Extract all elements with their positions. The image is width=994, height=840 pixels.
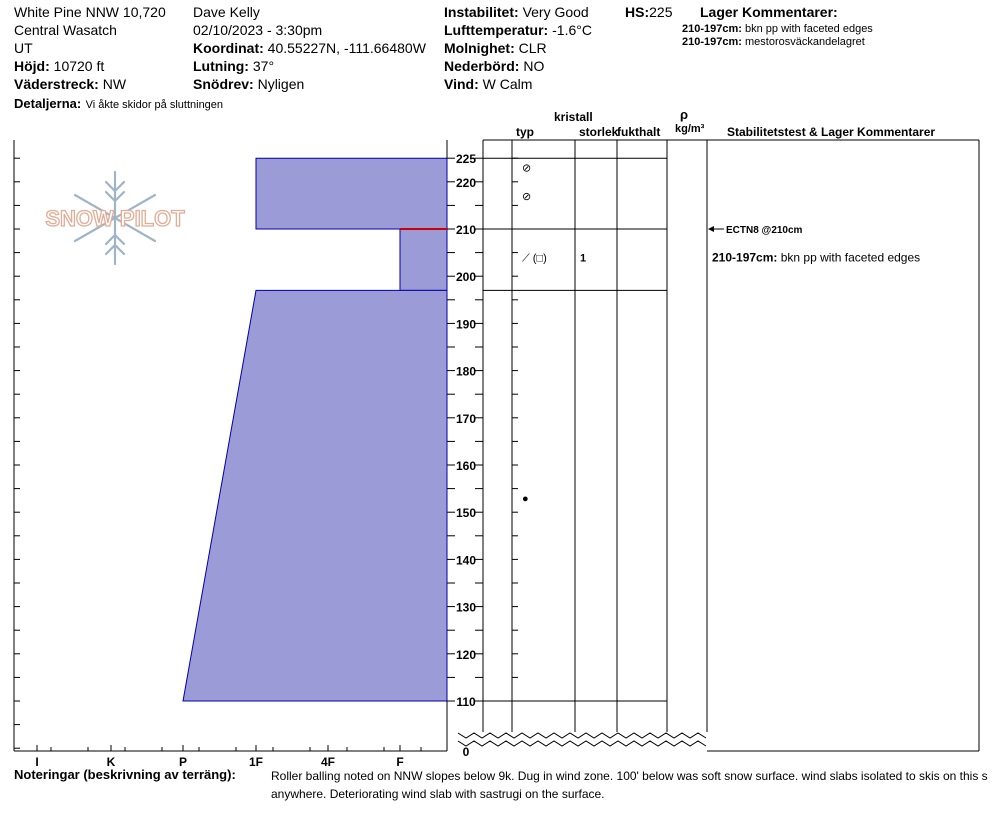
col-type: typ: [516, 125, 534, 139]
location: White Pine NNW 10,720: [14, 4, 166, 20]
slope-label: Lutning:: [193, 58, 249, 74]
datetime: 02/10/2023 - 3:30pm: [193, 22, 323, 38]
height-tick-label: 200: [455, 270, 477, 285]
layer-comment-text: bkn pp with faceted edges: [780, 250, 921, 265]
chart-frame: [14, 140, 979, 751]
col-density-unit: kg/m³: [675, 123, 705, 135]
notes-label: Noteringar (beskrivning av terräng):: [14, 767, 236, 782]
grain-symbols: [522, 163, 586, 505]
hardness-tick-label: 4F: [320, 755, 336, 769]
layer-comment-range: 210-197cm:: [712, 250, 781, 265]
hs-value: 225: [649, 4, 673, 20]
grain-symbol: ⟋ (□): [522, 252, 547, 265]
height-tick-label: 160: [455, 459, 477, 473]
col-crystal: kristall: [554, 110, 593, 124]
details-label: Detaljerna:: [14, 96, 82, 111]
observer: Dave Kelly: [193, 4, 260, 20]
coord-value: 40.55227N, -111.66480W: [267, 40, 426, 56]
hs-label: HS:: [625, 4, 650, 20]
stability-test-label: ECTN8 @210cm: [726, 225, 803, 236]
aspect-label: Väderstreck:: [14, 76, 99, 92]
height-tick-label: 220: [455, 175, 477, 190]
height-tick-label: 170: [455, 411, 477, 426]
airtemp-label: Lufttemperatur:: [444, 22, 549, 38]
height-tick-label: 150: [455, 506, 477, 521]
layer-comment-2-range: 210-197cm:: [682, 36, 742, 48]
wind-label: Vind:: [444, 76, 479, 92]
grain-symbol: ●: [522, 493, 529, 506]
drift-label: Snödrev:: [193, 76, 254, 92]
hardness-tick-label: P: [178, 755, 188, 769]
grain-symbol: ⊘: [522, 190, 532, 203]
state: UT: [14, 40, 33, 56]
elevation-value: 10720 ft: [53, 58, 105, 74]
layer-comment-1-range: 210-197cm:: [682, 23, 742, 35]
hardness-layer-1: [256, 158, 447, 229]
col-stability-tests: Stabilitetstest & Lager Kommentarer: [727, 125, 936, 139]
stability-test-arrowhead: [708, 226, 714, 232]
axis-break: [458, 741, 706, 746]
layer-comments-title: Lager Kommentarer:: [700, 4, 838, 20]
stability-tests: [708, 225, 920, 264]
snowpilot-logo: [45, 172, 185, 264]
grain-size: 1: [580, 252, 587, 265]
height-tick-label: 120: [455, 647, 477, 662]
range: Central Wasatch: [14, 22, 117, 38]
axis-break: [458, 733, 706, 738]
notes-line-1: Roller balling noted on NNW slopes below 9k. Dug in wind zone. 100' below was soft snow surface. wind slabs isolated to skis on this s: [271, 769, 988, 783]
hardness-tick-label: F: [396, 755, 404, 769]
height-tick-label: 140: [455, 553, 477, 568]
sky-value: CLR: [518, 40, 547, 56]
details-value: Vi åkte skidor på sluttningen: [85, 99, 224, 111]
slope-value: 37°: [252, 58, 275, 74]
height-tick-label: 180: [455, 364, 477, 379]
hardness-layers: [183, 158, 447, 701]
col-size: storlek: [579, 125, 619, 139]
airtemp-value: -1.6°C: [552, 22, 592, 38]
height-tick-label: 110: [456, 695, 476, 709]
precip-label: Nederbörd:: [444, 58, 520, 74]
stability-value: Very Good: [522, 4, 589, 20]
stability-label: Instabilitet:: [444, 4, 519, 20]
elevation-label: Höjd:: [14, 58, 50, 74]
snowpilot-logo-text: SNOW PILOT: [45, 206, 185, 231]
height-tick-label: 225: [455, 152, 477, 167]
height-tick-label: 130: [455, 600, 477, 615]
hardness-layer-3: [183, 290, 447, 701]
wind-value: W Calm: [482, 76, 533, 92]
hardness-layer-2: [400, 229, 447, 290]
grain-symbol: ⊘: [522, 162, 532, 175]
precip-value: NO: [523, 58, 545, 74]
drift-value: Nyligen: [257, 76, 305, 92]
col-rho: ρ: [680, 107, 689, 122]
aspect-value: NW: [102, 76, 127, 92]
coord-label: Koordinat:: [193, 40, 264, 56]
hardness-tick-label: I: [35, 755, 39, 769]
layer-comment-2-text: mestorosväckandelagret: [745, 36, 865, 48]
col-moisture: fukthalt: [617, 125, 661, 139]
sky-label: Molnighet:: [444, 40, 515, 56]
layer-comment-1-text: bkn pp with faceted edges: [745, 23, 873, 35]
hardness-tick-label: 1F: [248, 755, 264, 769]
layer-comment: [712, 250, 920, 264]
hardness-tick-label: K: [106, 755, 116, 769]
height-tick-label: 0: [462, 745, 470, 759]
height-tick-label: 210: [455, 223, 477, 237]
notes-line-2: anywhere. Deteriorating wind slab with sastrugi on the surface.: [271, 787, 605, 801]
height-tick-label: 190: [455, 317, 477, 332]
